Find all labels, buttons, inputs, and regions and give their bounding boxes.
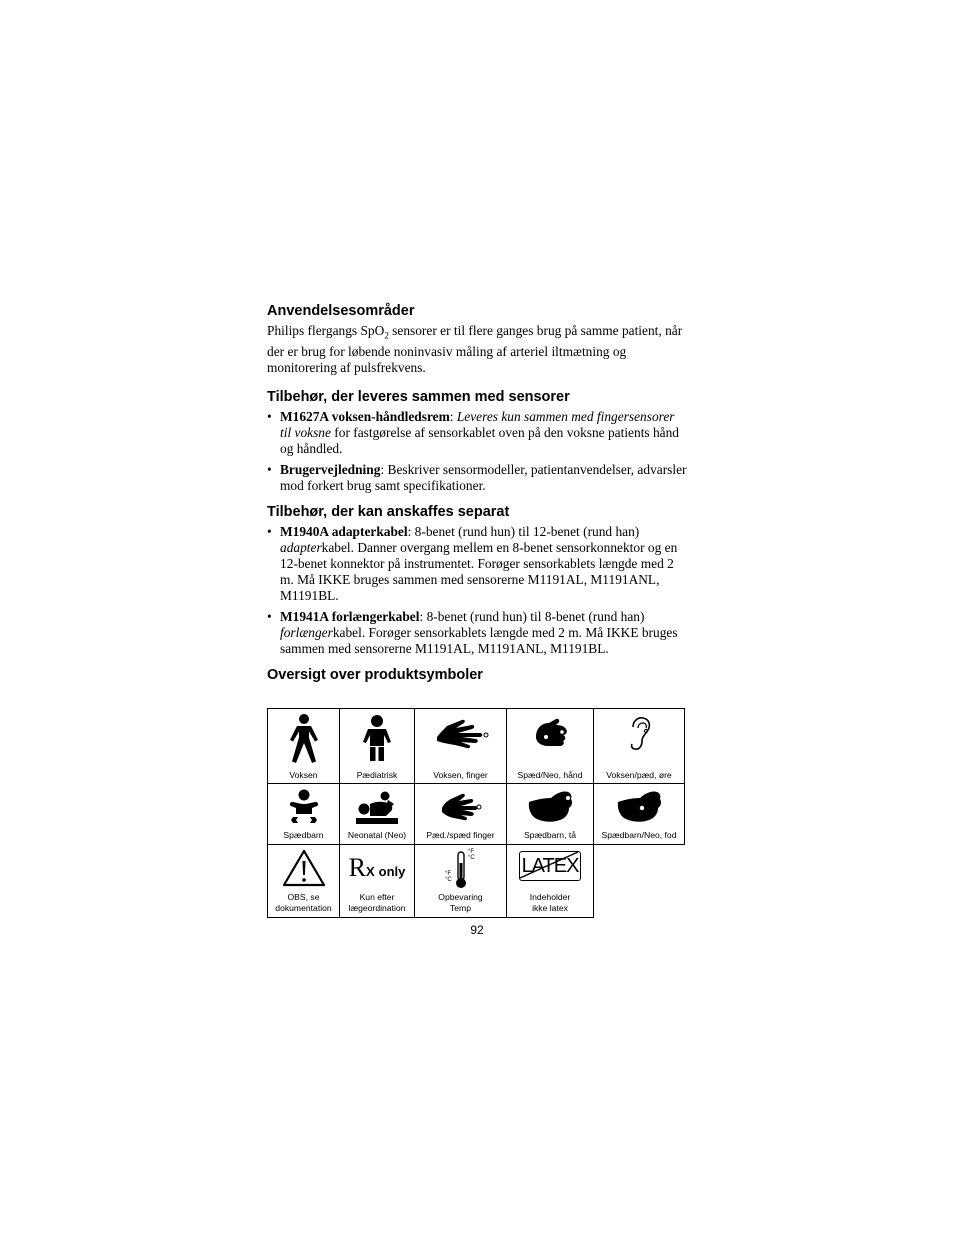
latex-free-icon: LATEX — [507, 851, 593, 881]
section-title-separate-accessories: Tilbehør, der kan anskaffes separat — [267, 503, 510, 520]
empty-cell — [594, 845, 685, 918]
caption-line: Temp — [449, 903, 471, 913]
rx-only-icon: RX only — [348, 853, 406, 882]
symbol-cell-ear: Voksen/pæd, øre — [594, 709, 685, 784]
child-figure-icon — [357, 713, 397, 765]
symbol-cell-adult: Voksen — [268, 709, 340, 784]
adult-figure-icon — [284, 713, 324, 765]
list-item: • M1941A forlængerkabel: 8-benet (rund hun) til 8-benet (rund han) forlængerkabel. Forøger sensorkablets længde med 2 m. Må IKKE bruges sammen med sensorerne M1191AL, M1191ANL, M1191BL. — [267, 609, 687, 657]
list-item: • Brugervejledning: Beskriver sensormodeller, patientanvendelser, advarsler mod forkert brug samt specifikationer. — [267, 462, 687, 494]
warning-triangle-icon — [282, 849, 326, 887]
section-title-included-accessories: Tilbehør, der leveres sammen med sensorer — [267, 388, 570, 405]
included-accessories-list — [267, 409, 687, 494]
caption-line: OBS, se — [287, 892, 320, 902]
infant-foot-icon — [614, 788, 664, 828]
symbol-cell-infant: Spædbarn — [268, 784, 340, 845]
symbol-cell-rx-only — [340, 845, 415, 918]
symbol-cell-infant-toe: Spædbarn, tå — [507, 784, 594, 845]
caption-line: lægeordination — [348, 903, 406, 913]
infant-figure-icon — [284, 788, 324, 828]
symbol-cell-infant-foot: Spædbarn/Neo, fod — [594, 784, 685, 845]
section-title-usage: Anvendelsesområder — [267, 303, 415, 319]
caption-line: dokumentation — [275, 903, 332, 913]
infant-hand-icon — [528, 713, 572, 757]
symbol-cell-latex-free — [507, 845, 594, 918]
ear-icon — [624, 713, 654, 761]
symbol-cell-neonatal: Neonatal (Neo) — [340, 784, 415, 845]
neonate-icon — [352, 788, 402, 828]
list-item: • M1627A voksen-håndledsrem: Leveres kun sammen med fingersensorer til voksne for fastgørelse af sensorkablet oven på den voksne patients hånd og håndled. — [267, 409, 687, 457]
adult-hand-finger-icon — [431, 713, 491, 763]
page-number: 92 — [470, 923, 484, 937]
symbol-cell-adult-finger: Voksen, finger — [415, 709, 507, 784]
caption-line: ikke latex — [532, 903, 568, 913]
symbol-cell-pediatric: Pædiatrisk — [340, 709, 415, 784]
section-title-symbols: Oversigt over produktsymboler — [267, 666, 483, 683]
symbol-cell-pediatric-finger: Pæd./spæd finger — [415, 784, 507, 845]
page-content — [267, 302, 687, 684]
symbol-cell-infant-hand: Spæd/Neo, hånd — [507, 709, 594, 784]
infant-toe-icon — [525, 788, 575, 828]
product-symbols-table — [267, 708, 685, 918]
thermometer-icon: °F °C °F °C — [415, 849, 506, 889]
symbol-cell-storage-temp — [415, 845, 507, 918]
caption-line: Indeholder — [529, 892, 571, 902]
caption-line: Opbevaring — [438, 892, 483, 902]
pediatric-finger-icon — [436, 788, 486, 828]
caption-line: Kun efter — [359, 892, 395, 902]
symbol-cell-caution — [268, 845, 340, 918]
separate-accessories-list — [267, 524, 687, 657]
list-item: • M1940A adapterkabel: 8-benet (rund hun) til 12-benet (rund han) adapterkabel. Danner overgang mellem en 8-benet sensorkonnektor og en 12-benet konnektor på instrumentet. Forøger sensorkablets længde med 2 m. Må IKKE bruges sammen med sensorerne M1191AL, M1191ANL, M1191BL. — [267, 524, 687, 604]
usage-paragraph: Philips flergangs SpO$_2$ sensorer er til flere ganges brug på samme patient, når der er brug for løbende noninvasiv måling af arteriel iltmætning og monitorering af pulsfrekvens. — [267, 323, 683, 375]
